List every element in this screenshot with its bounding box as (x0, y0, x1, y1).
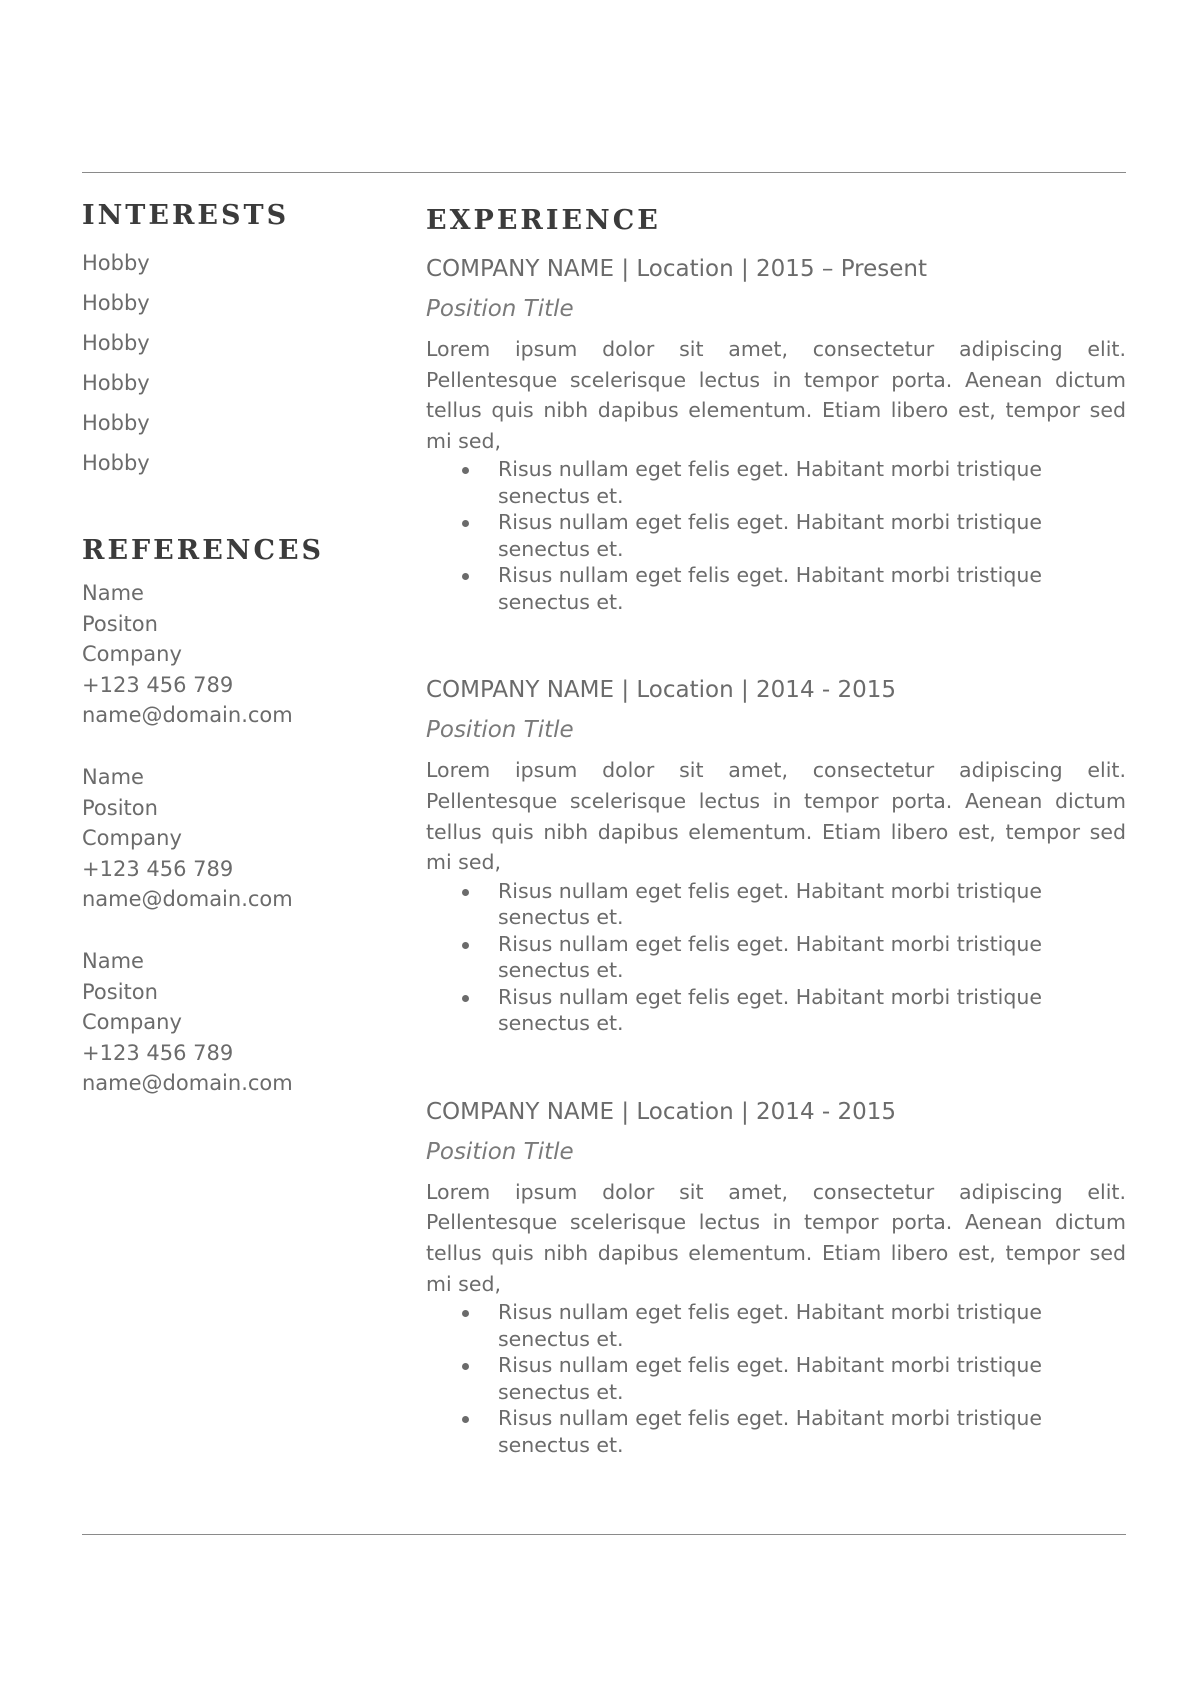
reference-name: Name (82, 764, 144, 789)
job-header: COMPANY NAME | Location | 2015 – Present (426, 256, 927, 282)
job-bullet-list (426, 456, 1058, 615)
job-bullet-list (426, 1299, 1058, 1458)
reference-email: name@domain.com (82, 887, 293, 912)
job-bullet-text: Risus nullam eget felis eget. Habitant morbi tristique senectus et. (498, 1353, 1042, 1404)
interest-item: Hobby (82, 251, 150, 275)
right-column (426, 200, 1126, 1518)
job-description: Lorem ipsum dolor sit amet, consectetur adipiscing elit. Pellentesque scelerisque lectus in tempor porta. Aenean dictum tellus quis nibh dapibus elementum. Etiam libero est, tempor sed mi sed, (426, 758, 1126, 875)
bullet-dot-icon (462, 1363, 469, 1370)
job-entry (426, 254, 1126, 615)
job-bullet (498, 931, 1058, 984)
left-column (82, 200, 402, 1130)
job-bullet-text: Risus nullam eget felis eget. Habitant morbi tristique senectus et. (498, 457, 1042, 508)
reference-phone: +123 456 789 (82, 1040, 234, 1065)
job-bullet (498, 1352, 1058, 1405)
experience-heading: EXPERIENCE (426, 205, 661, 236)
reference-entry (82, 578, 402, 731)
job-bullet (498, 1405, 1058, 1458)
job-position-title: Position Title (426, 717, 574, 744)
job-bullet-text: Risus nullam eget felis eget. Habitant morbi tristique senectus et. (498, 984, 1042, 1036)
reference-entry (82, 762, 402, 915)
interest-item: Hobby (82, 411, 150, 435)
reference-name: Name (82, 581, 144, 605)
references-heading: REFERENCES (82, 535, 325, 566)
job-entry (426, 675, 1126, 1036)
interests-list (82, 243, 402, 483)
job-description: Lorem ipsum dolor sit amet, consectetur adipiscing elit. Pellentesque scelerisque lectus in tempor porta. Aenean dictum tellus quis nibh dapibus elementum. Etiam libero est, tempor sed mi sed, (426, 1179, 1126, 1296)
job-bullet (498, 878, 1058, 931)
reference-email: name@domain.com (82, 703, 293, 728)
job-bullet (498, 1299, 1058, 1352)
job-bullet-list (426, 878, 1058, 1037)
job-bullet (498, 984, 1058, 1037)
bullet-dot-icon (462, 520, 469, 527)
job-header: COMPANY NAME | Location | 2014 - 2015 (426, 677, 897, 704)
bullet-dot-icon (462, 467, 469, 474)
reference-position: Positon (82, 979, 158, 1004)
job-entry (426, 1097, 1126, 1458)
job-bullet-text: Risus nullam eget felis eget. Habitant morbi tristique senectus et. (498, 563, 1042, 614)
job-bullet-text: Risus nullam eget felis eget. Habitant morbi tristique senectus et. (498, 1300, 1042, 1351)
reference-email: name@domain.com (82, 1071, 293, 1096)
bullet-dot-icon (462, 1416, 469, 1423)
bullet-dot-icon (462, 573, 469, 580)
reference-position: Positon (82, 611, 158, 636)
bullet-dot-icon (462, 942, 469, 949)
job-bullet-text: Risus nullam eget felis eget. Habitant morbi tristique senectus et. (498, 931, 1042, 983)
job-position-title: Position Title (426, 296, 574, 322)
interest-item: Hobby (82, 331, 150, 355)
job-bullet-text: Risus nullam eget felis eget. Habitant morbi tristique senectus et. (498, 510, 1042, 561)
interest-item: Hobby (82, 371, 150, 395)
reference-company: Company (82, 826, 182, 851)
job-position-title: Position Title (426, 1138, 574, 1165)
bottom-divider (82, 1534, 1126, 1535)
reference-company: Company (82, 642, 182, 667)
job-bullet-text: Risus nullam eget felis eget. Habitant morbi tristique senectus et. (498, 1406, 1042, 1457)
interest-item: Hobby (82, 291, 150, 315)
bullet-dot-icon (462, 995, 469, 1002)
job-header: COMPANY NAME | Location | 2014 - 2015 (426, 1098, 897, 1125)
reference-position: Positon (82, 795, 158, 820)
reference-phone: +123 456 789 (82, 856, 234, 881)
reference-phone: +123 456 789 (82, 672, 234, 697)
reference-company: Company (82, 1010, 182, 1035)
job-bullet-text: Risus nullam eget felis eget. Habitant morbi tristique senectus et. (498, 878, 1042, 930)
job-bullet (498, 456, 1058, 509)
bullet-dot-icon (462, 889, 469, 896)
top-divider (82, 172, 1126, 173)
reference-name: Name (82, 948, 144, 973)
job-bullet (498, 509, 1058, 562)
interest-item: Hobby (82, 451, 150, 475)
reference-entry (82, 946, 402, 1099)
bullet-dot-icon (462, 1310, 469, 1317)
job-description: Lorem ipsum dolor sit amet, consectetur adipiscing elit. Pellentesque scelerisque lectus in tempor porta. Aenean dictum tellus quis nibh dapibus elementum. Etiam libero est, tempor sed mi sed, (426, 337, 1126, 453)
job-bullet (498, 562, 1058, 615)
interests-heading: INTERESTS (82, 200, 290, 231)
